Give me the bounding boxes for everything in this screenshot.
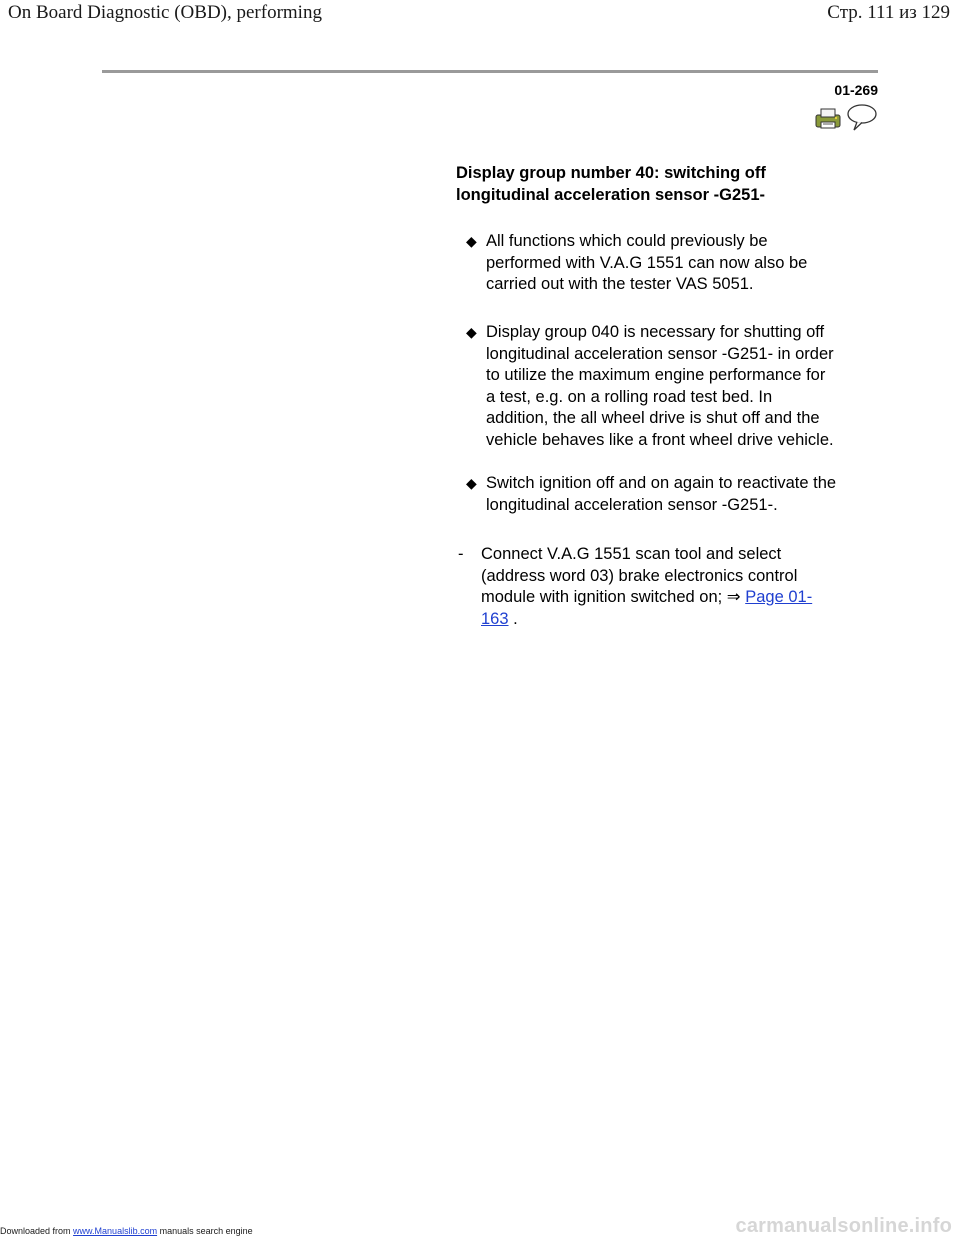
bullet-text: [486, 322, 876, 451]
bullet-line: performed with V.A.G 1551 can now also be: [486, 253, 808, 272]
step-line: [481, 609, 858, 631]
step-line: (address word 03) brake electronics control: [481, 566, 798, 585]
step-dash: -: [458, 545, 464, 563]
bullet-line: longitudinal acceleration sensor -G251-.: [486, 495, 778, 514]
bullet-line: All functions which could previously be: [486, 232, 768, 250]
download-footer: [0, 1226, 253, 1236]
bullet-text: [486, 473, 876, 516]
bullet-line: Switch ignition off and on again to reactivate the: [486, 474, 837, 492]
bullet-line: Display group 040 is necessary for shutting off: [486, 323, 825, 341]
document-title: On Board Diagnostic (OBD), performing: [8, 2, 322, 23]
watermark: carmanualsonline.info: [735, 1215, 952, 1237]
section-heading: [456, 162, 856, 206]
bullet-line: carried out with the tester VAS 5051.: [486, 275, 754, 293]
bullet-line: vehicle behaves like a front wheel drive vehicle.: [486, 430, 834, 449]
step-line-text: module with ignition switched on; ⇒: [481, 588, 746, 606]
bullet-item: [466, 322, 876, 451]
bullet-line: addition, the all wheel drive is shut off and the: [486, 409, 820, 427]
footer-site-link[interactable]: www.Manualslib.com: [73, 1226, 158, 1236]
step-text: [481, 544, 858, 630]
page-number: 01-269: [834, 82, 878, 98]
diamond-bullet-icon: ◆: [466, 475, 477, 491]
footer-prefix: Downloaded from: [0, 1226, 74, 1236]
step-line: Connect V.A.G 1551 scan tool and select: [481, 545, 782, 563]
heading-line: Display group number 40: switching off: [456, 164, 766, 182]
speech-bubble-icon[interactable]: [845, 103, 879, 131]
bullet-item: [466, 473, 876, 516]
page-counter: Стр. 111 из 129: [827, 2, 950, 23]
bullet-item: [466, 231, 876, 296]
heading-line: longitudinal acceleration sensor -G251-: [456, 186, 765, 204]
page-link[interactable]: Page 01-: [745, 588, 813, 606]
footer-suffix: manuals search engine: [157, 1226, 253, 1236]
diamond-bullet-icon: ◆: [466, 233, 477, 249]
printer-icon[interactable]: [815, 106, 841, 130]
header-rule: [102, 70, 878, 73]
step-line: [481, 587, 858, 609]
procedure-step: [458, 544, 858, 630]
diamond-bullet-icon: ◆: [466, 324, 477, 340]
bullet-line: to utilize the maximum engine performance for: [486, 366, 826, 384]
bullet-line: longitudinal acceleration sensor -G251- in order: [486, 344, 834, 363]
bullet-line: a test, e.g. on a rolling road test bed. In: [486, 387, 773, 406]
page-link-continued[interactable]: 163: [481, 609, 509, 628]
step-tail: .: [508, 609, 518, 628]
bullet-text: [486, 231, 876, 296]
